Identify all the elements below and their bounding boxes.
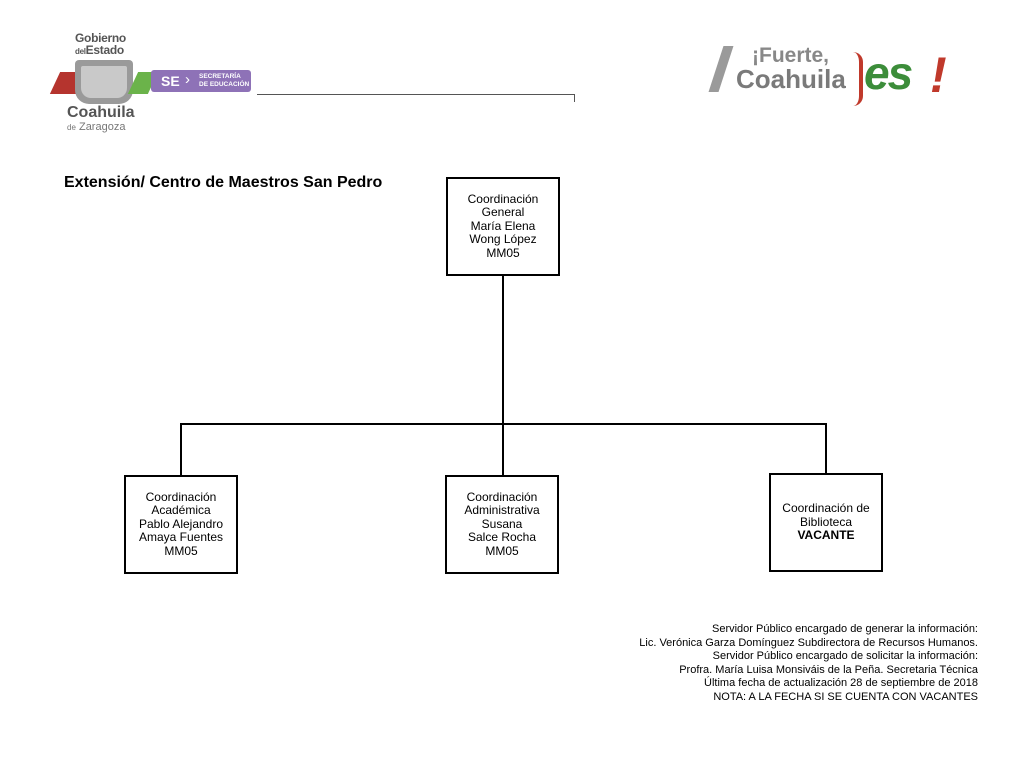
node-line: Académica (151, 503, 211, 518)
node-line: Coordinación (467, 191, 539, 206)
node-line: MM05 (164, 543, 198, 558)
fuerte-coahuila-logo (712, 42, 962, 114)
footer-line: Servidor Público encargado de generar la información: (712, 623, 978, 635)
gobierno-text (75, 32, 126, 58)
logo-es-text: es (864, 47, 912, 99)
secretaria-label (199, 73, 249, 88)
footer-info (639, 623, 978, 705)
node-line: Coordinación (466, 489, 538, 504)
node-line: Coordinación (145, 489, 217, 504)
node-line: Coordinación de (782, 501, 870, 516)
connector-root-down (502, 275, 504, 475)
se-label: SE (161, 73, 180, 89)
node-line: MM05 (485, 543, 519, 558)
node-line: Biblioteca (799, 514, 853, 529)
connector-horizontal (180, 423, 826, 425)
state-name: Coahuila (67, 104, 135, 121)
chevron-right-icon: › (185, 71, 190, 88)
gobierno-line2: Estado (85, 43, 124, 57)
state-subname (67, 121, 125, 133)
state-subname-de: de (67, 123, 76, 132)
node-line: María Elena (470, 218, 536, 233)
secretaria-line2: DE EDUCACIÓN (199, 80, 250, 88)
org-node-coordinacion-general (446, 177, 560, 276)
slash-icon (709, 46, 734, 92)
org-node-coordinacion-biblioteca (769, 473, 883, 572)
node-line: Pablo Alejandro (138, 516, 224, 531)
node-line: Amaya Fuentes (138, 530, 224, 545)
secretaria-line1: SECRETARÍA (199, 73, 241, 80)
connector-to-academica (180, 423, 182, 476)
node-line: General (481, 205, 525, 220)
org-node-coordinacion-administrativa (445, 475, 559, 574)
state-subname-zaragoza: Zaragoza (78, 121, 126, 133)
gobierno-del: del (75, 47, 86, 56)
footer-line: Última fecha de actualización 28 de septiembre de 2018 (704, 677, 978, 690)
org-node-coordinacion-academica (124, 475, 238, 574)
logo-bang-text: ! (930, 47, 947, 103)
se-badge (151, 70, 251, 92)
gobierno-coahuila-logo (55, 28, 255, 138)
gobierno-line1: Gobierno (75, 31, 126, 45)
node-line: Salce Rocha (467, 530, 537, 545)
node-line: MM05 (486, 245, 520, 260)
logo-coahuila-text: Coahuila (736, 64, 846, 94)
connector-to-biblioteca (825, 423, 827, 474)
footer-line: NOTA: A LA FECHA SI SE CUENTA CON VACANTES (713, 690, 978, 703)
page-title: Extensión/ Centro de Maestros San Pedro (64, 174, 383, 191)
vacante-label: VACANTE (797, 528, 855, 543)
footer-line: Lic. Verónica Garza Domínguez Subdirectora de Recursos Humanos. (639, 636, 978, 649)
bracket-icon (853, 52, 863, 106)
logo-fuerte-text: ¡Fuerte, (752, 44, 830, 67)
footer-line: Servidor Público encargado de solicitar la información: (712, 650, 978, 663)
node-line: Susana (481, 516, 523, 531)
node-line: Wong López (469, 232, 537, 247)
node-line: Administrativa (464, 503, 540, 518)
coat-of-arms-icon (75, 60, 133, 104)
header-divider-tick (574, 94, 575, 102)
footer-line: Profra. María Luisa Monsiváis de la Peña. Secretaria Técnica (679, 663, 978, 676)
header-divider (257, 94, 575, 95)
